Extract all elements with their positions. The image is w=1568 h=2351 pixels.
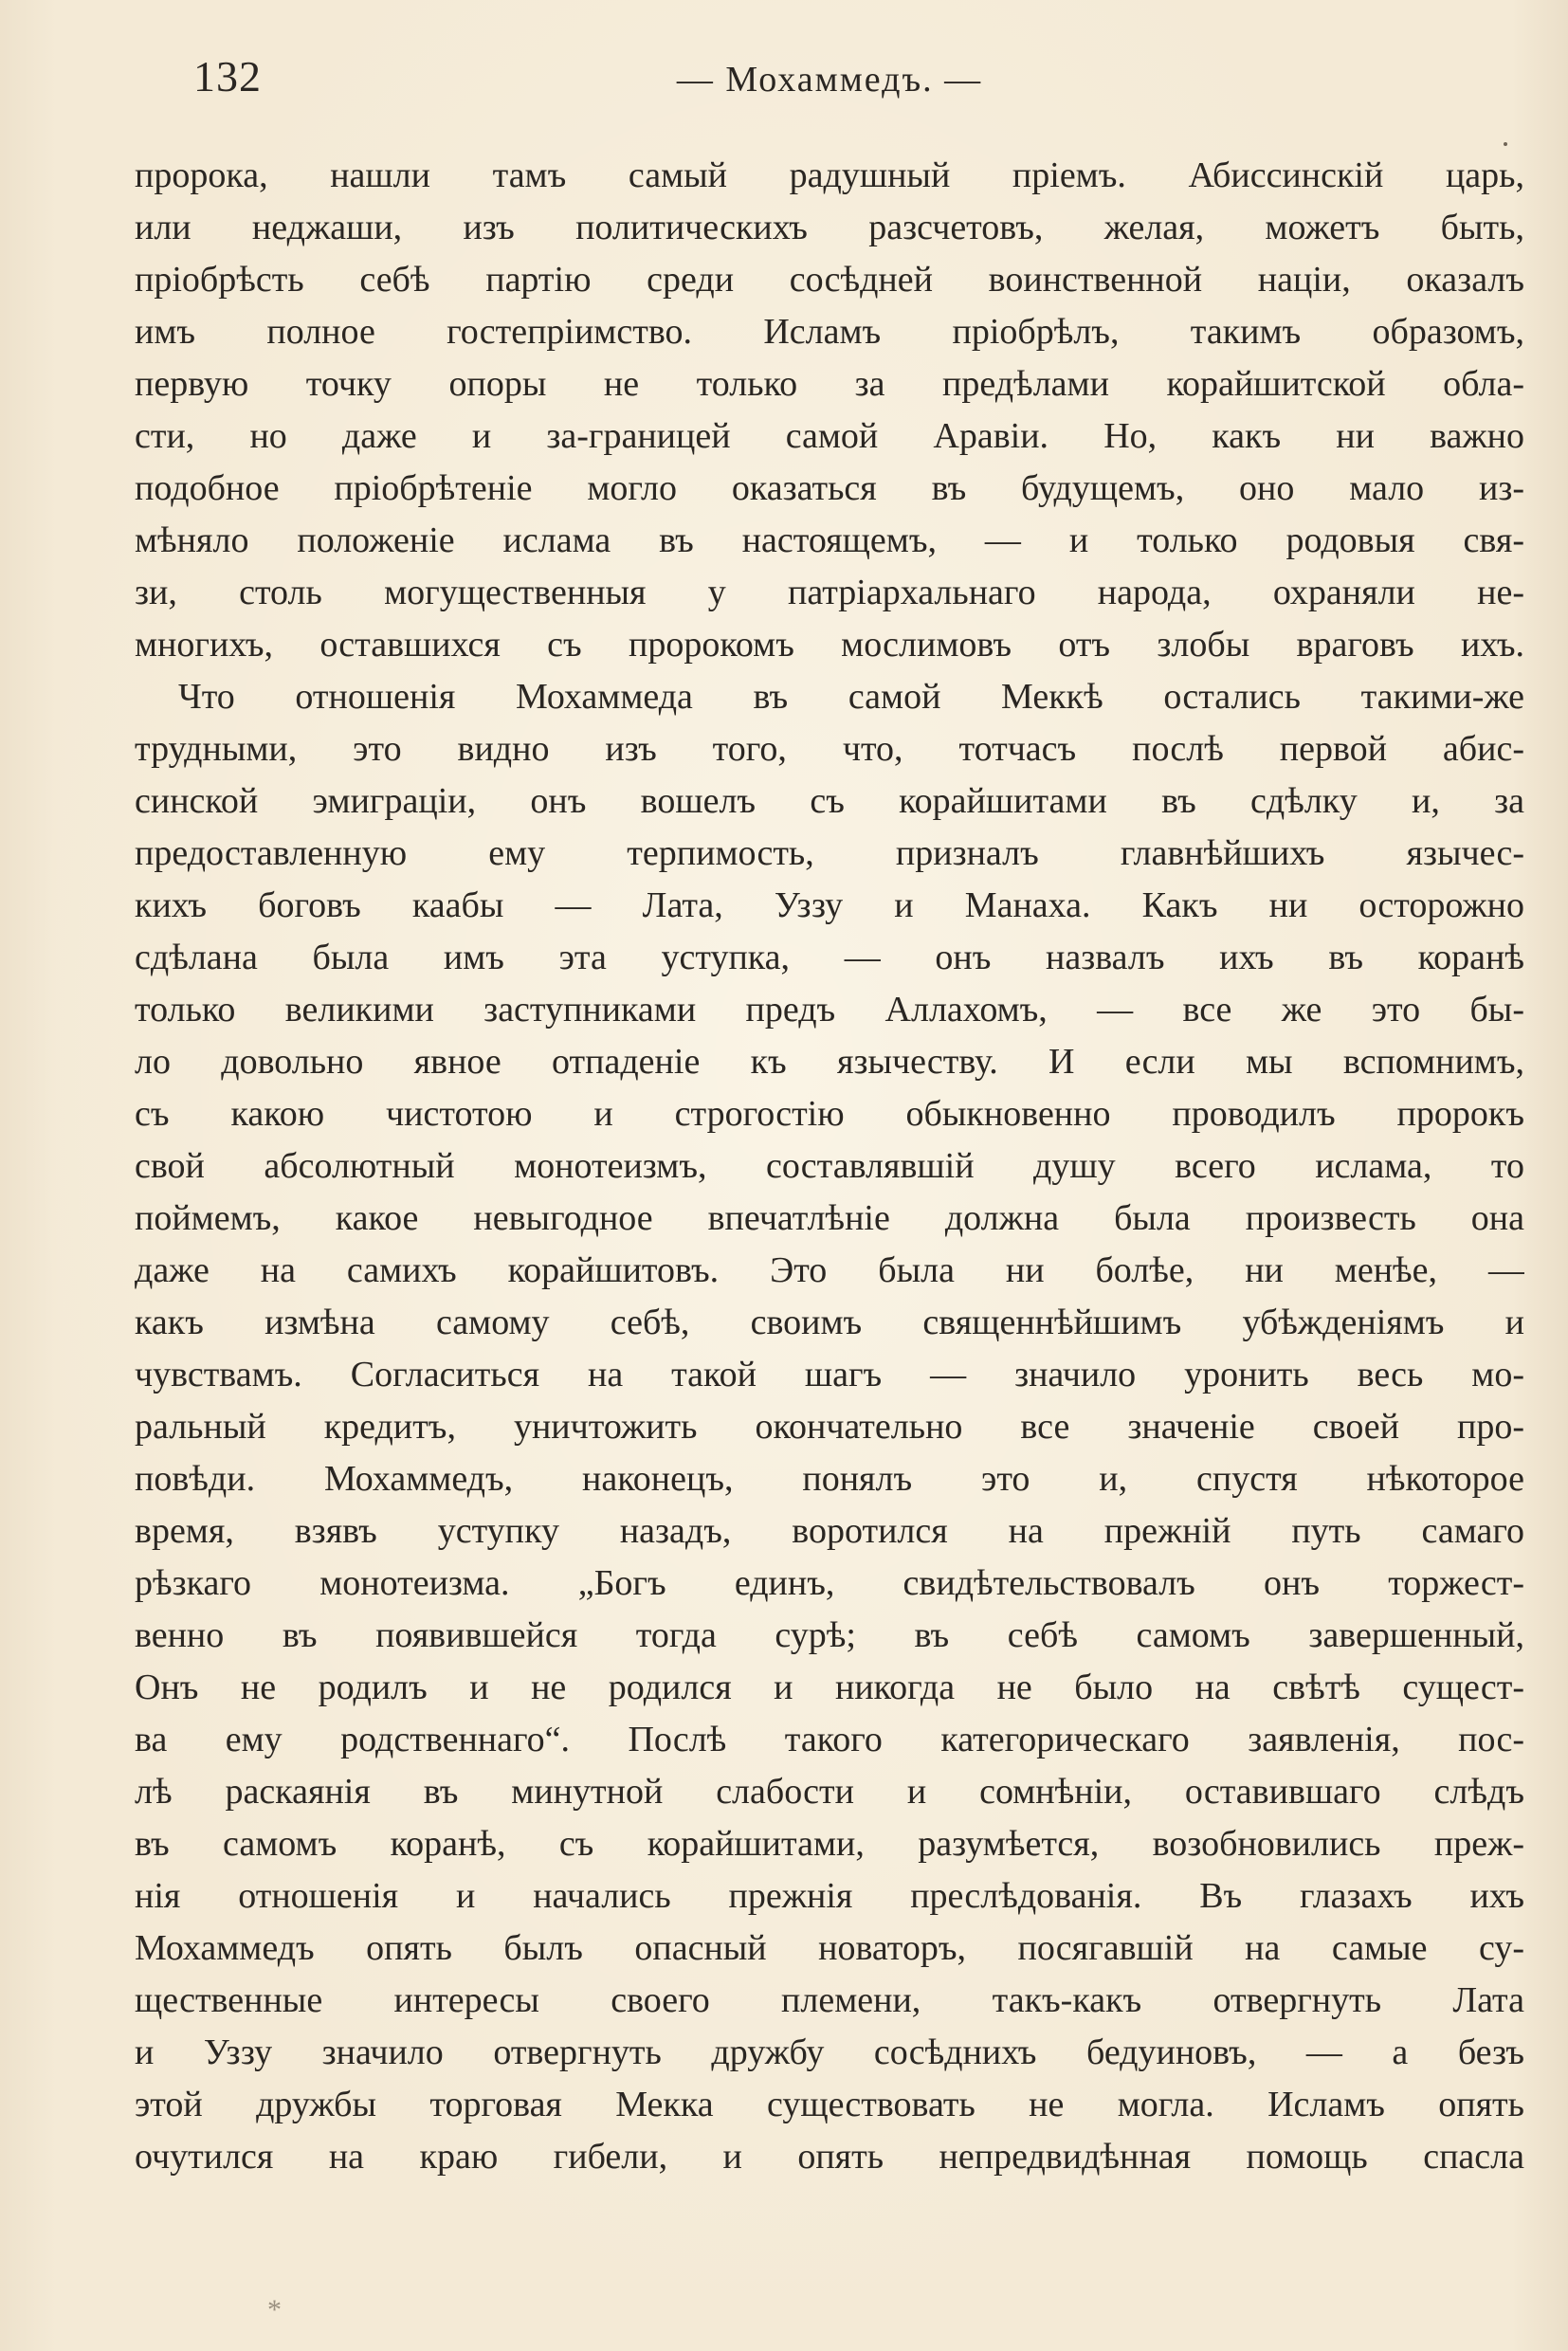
body-text xyxy=(135,150,1524,2183)
text-line: прiобрѣсть себѣ партiю среди сосѣдней воинственной нацiи, оказалъ xyxy=(135,260,1524,300)
running-head: — Мохаммедъ. — xyxy=(676,60,983,100)
text-line: только великими заступниками предъ Аллахомъ, — все же это бы- xyxy=(135,990,1524,1030)
text-line: рѣзкаго монотеизма. „Богъ единъ, свидѣтельствовалъ онъ торжест- xyxy=(135,1563,1524,1603)
text-line: даже на самихъ корайшитовъ. Это была ни болѣе, ни менѣе, — xyxy=(135,1250,1524,1290)
text-line: трудными, это видно изъ того, что, тотчасъ послѣ первой абис- xyxy=(135,729,1524,769)
text-line: подобное прiобрѣтенiе могло оказаться въ будущемъ, оно мало из- xyxy=(135,468,1524,508)
text-line: повѣди. Мохаммедъ, наконецъ, понялъ это и, спустя нѣкоторое xyxy=(135,1459,1524,1499)
page-header xyxy=(135,46,1524,112)
text-line: чувствамъ. Согласиться на такой шагъ — значило уронить весь мо- xyxy=(135,1355,1524,1394)
text-line: въ самомъ коранѣ, съ корайшитами, разумѣется, возобновились преж- xyxy=(135,1824,1524,1864)
text-line: время, взявъ уступку назадъ, воротился на прежнiй путь самаго xyxy=(135,1511,1524,1551)
text-line: съ какою чистотою и строгостiю обыкновенно проводилъ пророкъ xyxy=(135,1094,1524,1134)
text-line: и Уззу значило отвергнуть дружбу сосѣднихъ бедуиновъ, — а безъ xyxy=(135,2032,1524,2072)
text-line: синской эмиграцiи, онъ вошелъ съ корайшитами въ сдѣлку и, за xyxy=(135,781,1524,821)
text-line: Онъ не родилъ и не родился и никогда не было на свѣтѣ сущест- xyxy=(135,1668,1524,1707)
text-line: свой абсолютный монотеизмъ, составлявшiй душу всего ислама, то xyxy=(135,1146,1524,1186)
text-line: щественные интересы своего племени, такъ-какъ отвергнуть Лата xyxy=(135,1980,1524,2020)
text-line: первую точку опоры не только за предѣлами корайшитской обла- xyxy=(135,364,1524,404)
text-line: кихъ боговъ каабы — Лата, Уззу и Манаха. Какъ ни осторожно xyxy=(135,885,1524,925)
text-line: очутился на краю гибели, и опять непредвидѣнная помощь спасла xyxy=(135,2137,1524,2177)
text-line: многихъ, оставшихся съ пророкомъ мослимовъ отъ злобы враговъ ихъ. xyxy=(135,625,1524,665)
text-line: мѣняло положенiе ислама въ настоящемъ, — и только родовыя свя- xyxy=(135,520,1524,560)
text-line: имъ полное гостепрiимство. Исламъ прiобрѣлъ, такимъ образомъ, xyxy=(135,312,1524,352)
text-line: Мохаммедъ опять былъ опасный новаторъ, посягавшiй на самые су- xyxy=(135,1928,1524,1968)
text-line: ва ему родственнаго“. Послѣ такого категорическаго заявленiя, пос- xyxy=(135,1720,1524,1759)
text-line: или неджаши, изъ политическихъ разсчетовъ, желая, можетъ быть, xyxy=(135,208,1524,247)
text-line: Что отношенiя Мохаммеда въ самой Меккѣ остались такими-же xyxy=(178,677,1524,717)
footer-mark: * xyxy=(267,2294,282,2325)
text-line: ральный кредитъ, уничтожить окончательно все значенiе своей про- xyxy=(135,1407,1524,1447)
page-number: 132 xyxy=(193,52,262,100)
text-line: какъ измѣна самому себѣ, своимъ священнѣйшимъ убѣжденiямъ и xyxy=(135,1303,1524,1342)
paper-speck xyxy=(1504,142,1507,146)
text-line: венно въ появившейся тогда сурѣ; въ себѣ самомъ завершенный, xyxy=(135,1615,1524,1655)
text-line: сти, но даже и за-границей самой Аравiи. Но, какъ ни важно xyxy=(135,416,1524,456)
text-line: сдѣлана была имъ эта уступка, — онъ назвалъ ихъ въ коранѣ xyxy=(135,938,1524,977)
text-line: поймемъ, какое невыгодное впечатлѣнiе должна была произвесть она xyxy=(135,1198,1524,1238)
text-line: пророка, нашли тамъ самый радушный прiемъ. Абиссинскiй царь, xyxy=(135,155,1524,195)
text-line: лѣ раскаянiя въ минутной слабости и сомнѣнiи, оставившаго слѣдъ xyxy=(135,1772,1524,1812)
text-line: предоставленную ему терпимость, призналъ главнѣйшихъ язычес- xyxy=(135,833,1524,873)
text-line: зи, столь могущественныя у патрiархальнаго народа, охраняли не- xyxy=(135,573,1524,612)
text-line: ло довольно явное отпаденiе къ язычеству. И если мы вспомнимъ, xyxy=(135,1042,1524,1082)
text-line: этой дружбы торговая Мекка существовать не могла. Исламъ опять xyxy=(135,2085,1524,2124)
text-line: нiя отношенiя и начались прежнiя преслѣдованiя. Въ глазахъ ихъ xyxy=(135,1876,1524,1916)
